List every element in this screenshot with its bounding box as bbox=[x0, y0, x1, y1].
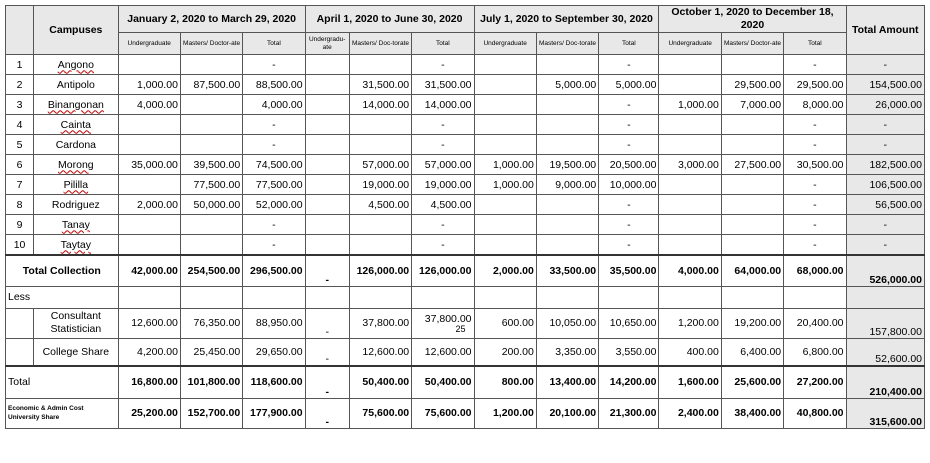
subheader-p2-total[interactable]: Total bbox=[412, 33, 474, 55]
value-cell[interactable]: - bbox=[305, 338, 349, 366]
value-cell[interactable]: - bbox=[412, 235, 474, 256]
value-cell[interactable]: 126,000.00 bbox=[412, 255, 474, 286]
value-cell[interactable]: 1,600.00 bbox=[659, 366, 721, 398]
value-cell[interactable] bbox=[721, 115, 783, 135]
total-amount-cell[interactable]: - bbox=[846, 55, 925, 75]
value-cell[interactable]: 1,000.00 bbox=[474, 175, 536, 195]
value-cell[interactable]: - bbox=[412, 215, 474, 235]
total-amount-cell[interactable]: 182,500.00 bbox=[846, 155, 925, 175]
value-cell[interactable]: 19,000.00 bbox=[412, 175, 474, 195]
row-number[interactable]: 4 bbox=[6, 115, 34, 135]
value-cell[interactable]: 31,500.00 bbox=[412, 75, 474, 95]
value-cell[interactable] bbox=[536, 95, 598, 115]
value-cell[interactable]: 1,000.00 bbox=[118, 75, 180, 95]
value-cell[interactable]: 64,000.00 bbox=[721, 255, 783, 286]
value-cell[interactable]: 50,400.00 bbox=[412, 366, 474, 398]
value-cell[interactable] bbox=[474, 195, 536, 215]
campus-name[interactable] bbox=[34, 155, 118, 175]
value-cell[interactable]: 14,000.00 bbox=[412, 95, 474, 115]
value-cell[interactable] bbox=[721, 215, 783, 235]
value-cell[interactable] bbox=[349, 215, 411, 235]
value-cell[interactable]: 20,500.00 bbox=[599, 155, 659, 175]
campus-name[interactable] bbox=[34, 215, 118, 235]
value-cell[interactable] bbox=[721, 175, 783, 195]
total-amount-cell[interactable]: - bbox=[846, 215, 925, 235]
value-cell[interactable] bbox=[180, 115, 242, 135]
table-row bbox=[6, 95, 925, 115]
value-cell[interactable] bbox=[721, 235, 783, 256]
value-cell[interactable]: 37,800.00 25 bbox=[412, 308, 474, 338]
campus-name-text: Angono bbox=[57, 58, 94, 71]
value-cell[interactable]: - bbox=[784, 215, 846, 235]
value-cell[interactable]: - bbox=[784, 195, 846, 215]
value-cell[interactable]: - bbox=[599, 55, 659, 75]
value-cell[interactable] bbox=[474, 95, 536, 115]
value-cell[interactable]: - bbox=[784, 235, 846, 256]
value-cell[interactable]: 4,000.00 bbox=[118, 95, 180, 115]
value-cell[interactable]: 254,500.00 bbox=[180, 255, 242, 286]
value-cell[interactable]: 9,000.00 bbox=[536, 175, 598, 195]
subheader-p1-masters[interactable]: Masters/ Doctor-ate bbox=[180, 33, 242, 55]
subheader-p3-masters[interactable]: Masters/ Doc-torate bbox=[536, 33, 598, 55]
table-row bbox=[6, 115, 925, 135]
value-cell[interactable]: - bbox=[784, 175, 846, 195]
value-cell[interactable] bbox=[305, 155, 349, 175]
value-cell[interactable] bbox=[536, 55, 598, 75]
value-cell[interactable]: 77,500.00 bbox=[243, 175, 305, 195]
empty-cell[interactable] bbox=[599, 286, 659, 308]
value-cell[interactable] bbox=[721, 55, 783, 75]
table-row bbox=[6, 155, 925, 175]
value-cell[interactable]: - bbox=[784, 115, 846, 135]
value-cell[interactable]: 3,550.00 bbox=[599, 338, 659, 366]
value-cell[interactable]: 8,000.00 bbox=[784, 95, 846, 115]
value-cell[interactable] bbox=[180, 235, 242, 256]
value-cell[interactable]: 29,500.00 bbox=[721, 75, 783, 95]
value-cell[interactable]: 200.00 bbox=[474, 338, 536, 366]
value-cell[interactable]: - bbox=[599, 195, 659, 215]
header-period-2[interactable]: April 1, 2020 to June 30, 2020 bbox=[305, 6, 474, 33]
total-amount-cell[interactable]: 26,000.00 bbox=[846, 95, 925, 115]
value-cell[interactable]: 87,500.00 bbox=[180, 75, 242, 95]
value-cell[interactable]: 3,000.00 bbox=[659, 155, 721, 175]
value-cell[interactable] bbox=[536, 115, 598, 135]
header-period-3[interactable]: July 1, 2020 to September 30, 2020 bbox=[474, 6, 659, 33]
table-row bbox=[6, 255, 925, 286]
value-cell[interactable] bbox=[659, 235, 721, 256]
row-label-blank[interactable] bbox=[6, 338, 34, 366]
subheader-p4-masters[interactable]: Masters/ Doctor-ate bbox=[721, 33, 783, 55]
value-cell[interactable]: 1,000.00 bbox=[659, 95, 721, 115]
value-cell[interactable]: - bbox=[784, 55, 846, 75]
value-cell[interactable]: 1,200.00 bbox=[474, 398, 536, 428]
value-cell[interactable]: 37,800.00 bbox=[349, 308, 411, 338]
value-cell[interactable] bbox=[180, 215, 242, 235]
value-cell[interactable] bbox=[180, 95, 242, 115]
campus-name[interactable] bbox=[34, 115, 118, 135]
value-cell[interactable]: - bbox=[599, 135, 659, 155]
value-cell[interactable]: 6,400.00 bbox=[721, 338, 783, 366]
table-row bbox=[6, 235, 925, 256]
value-cell[interactable] bbox=[659, 215, 721, 235]
value-cell[interactable] bbox=[305, 115, 349, 135]
empty-cell[interactable] bbox=[784, 286, 846, 308]
table-row bbox=[6, 398, 925, 428]
total-amount-cell[interactable]: - bbox=[846, 115, 925, 135]
subheader-p3-undergraduate[interactable]: Undergraduate bbox=[474, 33, 536, 55]
row-number[interactable]: 9 bbox=[6, 215, 34, 235]
row-number[interactable]: 8 bbox=[6, 195, 34, 215]
subheader-p1-total[interactable]: Total bbox=[243, 33, 305, 55]
value-cell[interactable]: 19,000.00 bbox=[349, 175, 411, 195]
corner-cell[interactable] bbox=[6, 6, 34, 55]
header-total-amount[interactable]: Total Amount bbox=[846, 6, 925, 55]
value-cell[interactable]: 10,000.00 bbox=[599, 175, 659, 195]
value-cell[interactable]: 177,900.00 bbox=[243, 398, 305, 428]
value-cell[interactable]: 600.00 bbox=[474, 308, 536, 338]
total-amount-cell[interactable]: - bbox=[846, 235, 925, 256]
value-cell[interactable]: 101,800.00 bbox=[180, 366, 242, 398]
value-cell[interactable]: 4,000.00 bbox=[659, 255, 721, 286]
campus-name-text: Rodriguez bbox=[51, 198, 100, 211]
value-cell[interactable]: 1,200.00 bbox=[659, 308, 721, 338]
row-number[interactable]: 10 bbox=[6, 235, 34, 256]
value-cell[interactable]: 1,000.00 bbox=[474, 155, 536, 175]
row-number[interactable]: 1 bbox=[6, 55, 34, 75]
value-cell[interactable] bbox=[474, 115, 536, 135]
value-cell[interactable] bbox=[349, 55, 411, 75]
value-cell[interactable]: 31,500.00 bbox=[349, 75, 411, 95]
value-cell[interactable] bbox=[118, 215, 180, 235]
campus-name-text: Antipolo bbox=[56, 78, 95, 91]
value-cell[interactable]: 39,500.00 bbox=[180, 155, 242, 175]
campus-name-text: Binangonan bbox=[47, 98, 104, 111]
value-cell[interactable]: 296,500.00 bbox=[243, 255, 305, 286]
empty-cell[interactable] bbox=[659, 286, 721, 308]
subheader-p2-masters[interactable]: Masters/ Doc-torate bbox=[349, 33, 411, 55]
campus-name[interactable] bbox=[34, 55, 118, 75]
empty-cell[interactable] bbox=[305, 286, 349, 308]
row-number[interactable]: 2 bbox=[6, 75, 34, 95]
value-cell[interactable]: 77,500.00 bbox=[180, 175, 242, 195]
value-cell[interactable] bbox=[536, 235, 598, 256]
value-cell[interactable]: 2,000.00 bbox=[474, 255, 536, 286]
value-cell[interactable] bbox=[305, 175, 349, 195]
economic-admin-cost-label[interactable]: Economic & Admin Cost University Share bbox=[6, 398, 119, 428]
value-cell[interactable] bbox=[474, 215, 536, 235]
total-amount-cell[interactable]: - bbox=[846, 135, 925, 155]
value-cell[interactable]: 12,600.00 bbox=[349, 338, 411, 366]
header-campuses[interactable]: Campuses bbox=[34, 6, 118, 55]
value-cell[interactable]: 88,500.00 bbox=[243, 75, 305, 95]
value-cell[interactable]: 152,700.00 bbox=[180, 398, 242, 428]
row-number[interactable]: 3 bbox=[6, 95, 34, 115]
value-cell[interactable]: 38,400.00 bbox=[721, 398, 783, 428]
value-cell[interactable]: 14,000.00 bbox=[349, 95, 411, 115]
value-cell[interactable]: - bbox=[243, 215, 305, 235]
value-cell[interactable] bbox=[349, 115, 411, 135]
value-cell[interactable]: 20,100.00 bbox=[536, 398, 598, 428]
value-cell[interactable] bbox=[118, 135, 180, 155]
value-cell[interactable]: 14,200.00 bbox=[599, 366, 659, 398]
total-amount-cell[interactable]: 56,500.00 bbox=[846, 195, 925, 215]
table-row bbox=[6, 195, 925, 215]
value-cell[interactable]: - bbox=[412, 135, 474, 155]
value-cell[interactable]: 4,500.00 bbox=[412, 195, 474, 215]
table-row bbox=[6, 308, 925, 338]
value-cell[interactable]: - bbox=[243, 135, 305, 155]
row-number[interactable]: 6 bbox=[6, 155, 34, 175]
table-row bbox=[6, 55, 925, 75]
value-cell[interactable]: 27,500.00 bbox=[721, 155, 783, 175]
total-amount-cell[interactable]: 106,500.00 bbox=[846, 175, 925, 195]
total-amount-cell[interactable]: 315,600.00 bbox=[846, 398, 925, 428]
empty-cell[interactable] bbox=[118, 286, 180, 308]
empty-cell[interactable] bbox=[846, 286, 925, 308]
value-cell[interactable]: 16,800.00 bbox=[118, 366, 180, 398]
total-amount-cell[interactable]: 210,400.00 bbox=[846, 366, 925, 398]
header-period-1[interactable]: January 2, 2020 to March 29, 2020 bbox=[118, 6, 305, 33]
campus-name-text: Taytay bbox=[60, 238, 92, 251]
campus-name-text: Pililla bbox=[63, 178, 89, 191]
table-row bbox=[6, 135, 925, 155]
row-number[interactable]: 5 bbox=[6, 135, 34, 155]
value-cell[interactable]: 19,200.00 bbox=[721, 308, 783, 338]
value-cell[interactable] bbox=[305, 75, 349, 95]
value-cell[interactable]: 68,000.00 bbox=[784, 255, 846, 286]
college-share-label[interactable]: College Share bbox=[34, 338, 118, 366]
campus-name-text: Cainta bbox=[60, 118, 92, 131]
subheader-p3-total[interactable]: Total bbox=[599, 33, 659, 55]
value-cell[interactable] bbox=[659, 135, 721, 155]
campus-name-text: Morong bbox=[58, 158, 94, 171]
value-cell[interactable] bbox=[349, 235, 411, 256]
value-cell[interactable] bbox=[305, 215, 349, 235]
subheader-p1-undergraduate[interactable]: Undergraduate bbox=[118, 33, 180, 55]
subheader-p2-undergraduate[interactable]: Undergradu-ate bbox=[305, 33, 349, 55]
value-cell[interactable] bbox=[305, 55, 349, 75]
total-label[interactable]: Total bbox=[6, 366, 119, 398]
campus-name[interactable] bbox=[34, 75, 118, 95]
campus-name[interactable] bbox=[34, 195, 118, 215]
value-cell[interactable] bbox=[474, 75, 536, 95]
value-cell[interactable]: 42,000.00 bbox=[118, 255, 180, 286]
table-row bbox=[6, 286, 925, 308]
value-cell[interactable]: - bbox=[784, 135, 846, 155]
value-cell[interactable]: 88,950.00 bbox=[243, 308, 305, 338]
table-row bbox=[6, 338, 925, 366]
value-cell[interactable] bbox=[721, 195, 783, 215]
value-cell[interactable]: 5,000.00 bbox=[599, 75, 659, 95]
value-cell[interactable] bbox=[659, 75, 721, 95]
campus-name[interactable] bbox=[34, 95, 118, 115]
value-cell[interactable]: 50,400.00 bbox=[349, 366, 411, 398]
value-cell[interactable]: - bbox=[305, 255, 349, 286]
consultant-statistician-label[interactable]: Consultant Statistician bbox=[34, 308, 118, 338]
value-cell[interactable]: 25,600.00 bbox=[721, 366, 783, 398]
value-cell[interactable]: 29,500.00 bbox=[784, 75, 846, 95]
value-cell[interactable]: 3,350.00 bbox=[536, 338, 598, 366]
value-cell[interactable]: 25,450.00 bbox=[180, 338, 242, 366]
value-cell[interactable]: - bbox=[243, 235, 305, 256]
value-cell[interactable]: 4,500.00 bbox=[349, 195, 411, 215]
value-cell[interactable] bbox=[305, 235, 349, 256]
value-cell[interactable] bbox=[536, 195, 598, 215]
value-cell[interactable] bbox=[305, 195, 349, 215]
value-cell[interactable]: 13,400.00 bbox=[536, 366, 598, 398]
value-cell[interactable]: 30,500.00 bbox=[784, 155, 846, 175]
table-row bbox=[6, 75, 925, 95]
less-label[interactable]: Less bbox=[6, 286, 119, 308]
value-cell[interactable]: 74,500.00 bbox=[243, 155, 305, 175]
value-cell[interactable]: - bbox=[412, 115, 474, 135]
empty-cell[interactable] bbox=[180, 286, 242, 308]
value-cell[interactable] bbox=[536, 215, 598, 235]
value-cell[interactable]: 2,000.00 bbox=[118, 195, 180, 215]
value-cell[interactable]: 12,600.00 bbox=[412, 338, 474, 366]
value-cell[interactable]: 12,600.00 bbox=[118, 308, 180, 338]
value-cell[interactable]: 57,000.00 bbox=[412, 155, 474, 175]
table-row bbox=[6, 366, 925, 398]
empty-cell[interactable] bbox=[474, 286, 536, 308]
value-cell[interactable]: 57,000.00 bbox=[349, 155, 411, 175]
value-cell[interactable] bbox=[118, 55, 180, 75]
value-cell[interactable] bbox=[474, 135, 536, 155]
value-cell[interactable]: 800.00 bbox=[474, 366, 536, 398]
value-cell[interactable] bbox=[659, 195, 721, 215]
value-cell[interactable]: 33,500.00 bbox=[536, 255, 598, 286]
value-cell[interactable] bbox=[118, 235, 180, 256]
value-cell[interactable]: 27,200.00 bbox=[784, 366, 846, 398]
total-amount-cell[interactable]: 154,500.00 bbox=[846, 75, 925, 95]
value-cell[interactable]: 400.00 bbox=[659, 338, 721, 366]
value-cell[interactable] bbox=[536, 135, 598, 155]
value-cell[interactable]: - bbox=[305, 366, 349, 398]
value-cell[interactable]: - bbox=[599, 215, 659, 235]
value-cell[interactable]: 10,650.00 bbox=[599, 308, 659, 338]
value-cell[interactable] bbox=[118, 175, 180, 195]
value-cell[interactable]: 35,000.00 bbox=[118, 155, 180, 175]
value-cell[interactable]: 19,500.00 bbox=[536, 155, 598, 175]
value-cell[interactable] bbox=[659, 115, 721, 135]
value-cell[interactable] bbox=[118, 115, 180, 135]
collection-table bbox=[5, 5, 925, 429]
value-cell[interactable]: 75,600.00 bbox=[349, 398, 411, 428]
value-cell[interactable] bbox=[349, 135, 411, 155]
value-cell[interactable]: - bbox=[243, 115, 305, 135]
value-cell[interactable]: 4,200.00 bbox=[118, 338, 180, 366]
subheader-p4-undergraduate[interactable]: Undergraduate bbox=[659, 33, 721, 55]
value-cell[interactable] bbox=[305, 135, 349, 155]
table-row bbox=[6, 175, 925, 195]
campus-name[interactable] bbox=[34, 175, 118, 195]
value-cell[interactable]: - bbox=[305, 398, 349, 428]
total-amount-cell[interactable]: 157,800.00 bbox=[846, 308, 925, 338]
value-cell[interactable] bbox=[474, 55, 536, 75]
total-amount-cell[interactable]: 526,000.00 bbox=[846, 255, 925, 286]
row-label-blank[interactable] bbox=[6, 308, 34, 338]
value-cell[interactable]: 4,000.00 bbox=[243, 95, 305, 115]
empty-cell[interactable] bbox=[721, 286, 783, 308]
value-cell[interactable]: 118,600.00 bbox=[243, 366, 305, 398]
value-cell[interactable]: - bbox=[599, 235, 659, 256]
value-cell[interactable]: 5,000.00 bbox=[536, 75, 598, 95]
total-collection-label[interactable]: Total Collection bbox=[6, 255, 119, 286]
value-cell[interactable] bbox=[180, 135, 242, 155]
value-cell[interactable] bbox=[721, 135, 783, 155]
campus-name[interactable] bbox=[34, 135, 118, 155]
value-cell[interactable]: - bbox=[305, 308, 349, 338]
value-cell[interactable]: - bbox=[412, 55, 474, 75]
value-cell[interactable]: 52,000.00 bbox=[243, 195, 305, 215]
empty-cell[interactable] bbox=[243, 286, 305, 308]
empty-cell[interactable] bbox=[349, 286, 411, 308]
empty-cell[interactable] bbox=[412, 286, 474, 308]
value-cell[interactable] bbox=[305, 95, 349, 115]
campus-name-text: Cardona bbox=[55, 138, 96, 151]
value-cell[interactable]: 126,000.00 bbox=[349, 255, 411, 286]
value-cell[interactable] bbox=[659, 55, 721, 75]
value-cell[interactable]: 2,400.00 bbox=[659, 398, 721, 428]
value-cell[interactable]: 75,600.00 bbox=[412, 398, 474, 428]
value-cell[interactable]: 7,000.00 bbox=[721, 95, 783, 115]
value-cell[interactable]: 25,200.00 bbox=[118, 398, 180, 428]
value-cell[interactable]: - bbox=[243, 55, 305, 75]
value-cell[interactable] bbox=[180, 55, 242, 75]
table-row bbox=[6, 215, 925, 235]
value-cell[interactable]: 76,350.00 bbox=[180, 308, 242, 338]
campus-name[interactable] bbox=[34, 235, 118, 256]
header-period-4[interactable]: October 1, 2020 to December 18, 2020 bbox=[659, 6, 846, 33]
total-amount-cell[interactable]: 52,600.00 bbox=[846, 338, 925, 366]
value-cell[interactable] bbox=[659, 175, 721, 195]
value-cell[interactable]: 10,050.00 bbox=[536, 308, 598, 338]
value-cell[interactable]: 50,000.00 bbox=[180, 195, 242, 215]
row-number[interactable]: 7 bbox=[6, 175, 34, 195]
value-cell[interactable] bbox=[474, 235, 536, 256]
value-cell[interactable]: 35,500.00 bbox=[599, 255, 659, 286]
campus-name-text: Tanay bbox=[61, 218, 90, 231]
value-cell[interactable]: 6,800.00 bbox=[784, 338, 846, 366]
subheader-p4-total[interactable]: Total bbox=[784, 33, 846, 55]
empty-cell[interactable] bbox=[536, 286, 598, 308]
value-cell[interactable]: 29,650.00 bbox=[243, 338, 305, 366]
value-cell[interactable]: 21,300.00 bbox=[599, 398, 659, 428]
value-cell[interactable]: 20,400.00 bbox=[784, 308, 846, 338]
cell-note: 25 bbox=[455, 324, 466, 334]
value-cell[interactable]: - bbox=[599, 95, 659, 115]
value-cell[interactable]: - bbox=[599, 115, 659, 135]
value-cell[interactable]: 40,800.00 bbox=[784, 398, 846, 428]
